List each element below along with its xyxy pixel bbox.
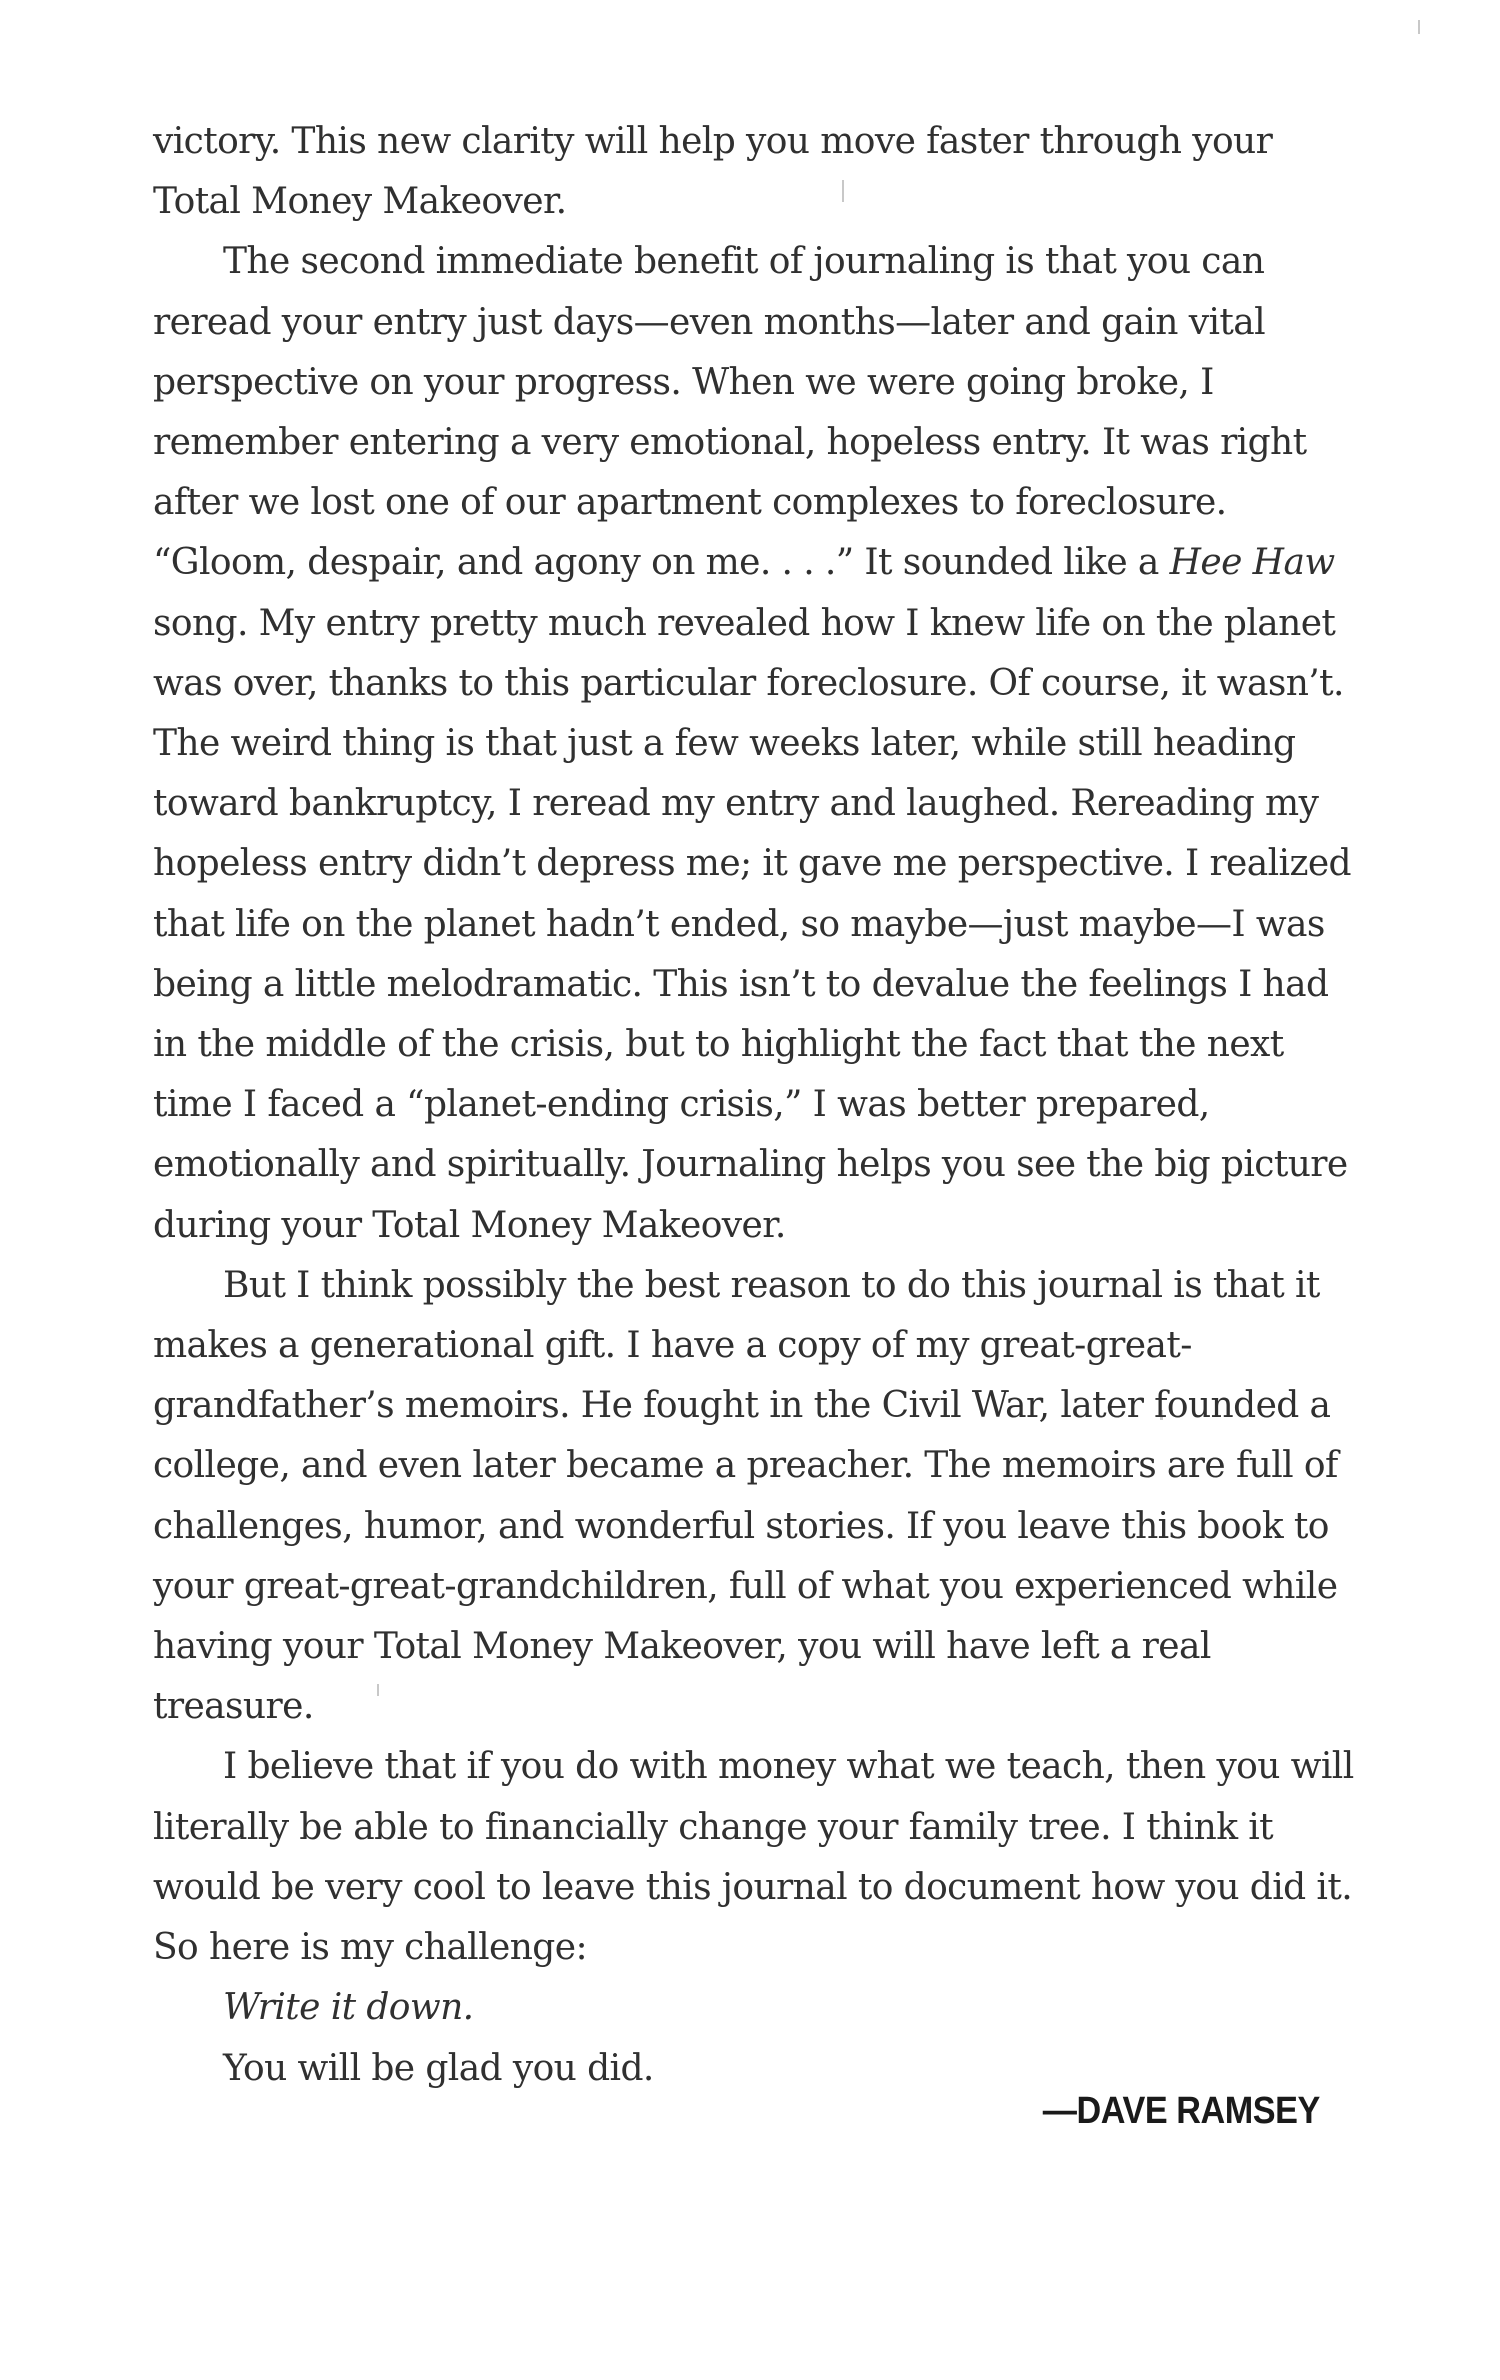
challenge-text: Write it down. [223,1987,474,2029]
paragraph [153,1978,1368,2038]
song-title: Hee Haw [1169,542,1335,584]
body-text [153,112,1368,2099]
paragraph [153,1737,1368,1978]
paragraph-text: But I think possibly the best reason to do this journal is that it makes a generational gift. I have a copy of my great-great-grandfather’s memoirs. He fought in the Civil War, later founded a college, and even later became a preacher. The memoirs are full of challenges, humor, and wonderful stories. If you leave this book to your great-great-grandchildren, full of what you experienced while having your Total Money Makeover, you will have left a real treasure. [153,1264,1338,1728]
paragraph-text: You will be glad you did. [223,2047,654,2089]
paragraph [153,1256,1368,1738]
paragraph [153,232,1368,1255]
paragraph-text: I believe that if you do with money what we teach, then you will literally be able to financially change your family tree. I think it would be very cool to leave this journal to document how you did it. So here is my challenge: [153,1746,1354,1969]
scan-speck [1418,20,1420,34]
author-signature: —DAVE RAMSEY [1042,2090,1320,2132]
paragraph-text: song. My entry pretty much revealed how I knew life on the planet was over, thanks to this particular foreclosure. Of course, it wasn’t. The weird thing is that just a few weeks later, while still heading toward bankruptcy, I reread my entry and laughed. Rereading my hopeless entry didn’t depress me; it gave me perspective. I realized that life on the planet hadn’t ended, so maybe—just maybe—I was being a little melodramatic. This isn’t to devalue the feelings I had in the middle of the crisis, but to highlight the fact that the next time I faced a “planet-ending crisis,” I was better prepared, emotionally and spiritually. Journaling helps you see the big picture during your Total Money Makeover. [153,602,1351,1246]
paragraph [153,112,1368,232]
paragraph-text: victory. This new clarity will help you move faster through your Total Money Makeover. [153,121,1273,223]
paragraph-text: The second immediate benefit of journaling is that you can reread your entry just days—even months—later and gain vital perspective on your progress. When we were going broke, I remember entering a very emotional, hopeless entry. It was right after we lost one of our apartment complexes to foreclosure. “Gloom, despair, and agony on me. . . .” It sounded like a [153,241,1307,584]
